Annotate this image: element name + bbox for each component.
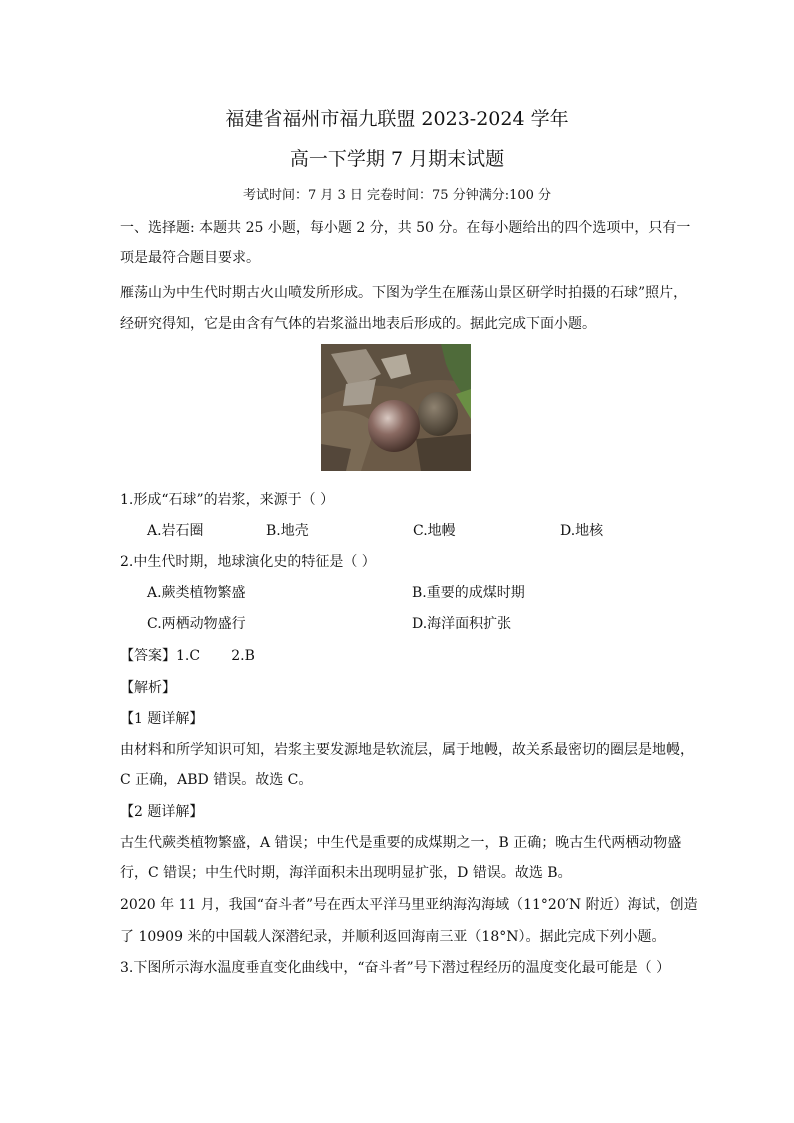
q2-detail-line1: 古生代蕨类植物繁盛，A 错误；中生代是重要的成煤期之一，B 正确；晚古生代两栖动物盛: [120, 835, 682, 851]
section-intro-line2: 项是最符合题目要求。: [120, 250, 260, 266]
q1-option-b: B.地壳: [266, 523, 309, 539]
q1-detail-line1: 由材料和所学知识可知，岩浆主要发源地是软流层，属于地幔，故关系最密切的圈层是地幔，: [120, 742, 694, 758]
q1-option-a: A.岩石圈: [147, 523, 204, 539]
answer-line: 【答案】1.C 2.B: [120, 648, 255, 664]
q1-option-c: C.地幔: [413, 523, 456, 539]
section-intro-line1: 一、选择题: 本题共 25 小题，每小题 2 分，共 50 分。在每小题给出的四个选项中，只有一: [120, 220, 691, 236]
q2-detail-line2: 行，C 错误；中生代时期，海洋面积未出现明显扩张，D 错误。故选 B。: [120, 865, 572, 881]
material1-line1: 雁荡山为中生代时期古火山喷发所形成。下图为学生在雁荡山景区研学时拍摄的石球”照片，: [120, 285, 688, 301]
document-title-line2: 高一下学期 7 月期末试题: [289, 148, 505, 170]
q3-stem: 3.下图所示海水温度垂直变化曲线中，“奋斗者”号下潜过程经历的温度变化最可能是（ ）: [120, 960, 671, 976]
q2-option-a: A.蕨类植物繁盛: [147, 585, 246, 601]
q2-option-d: D.海洋面积扩张: [412, 616, 512, 632]
q2-option-b: B.重要的成煤时期: [412, 585, 525, 601]
material1-line2: 经研究得知，它是由含有气体的岩浆溢出地表后形成的。据此完成下面小题。: [120, 316, 596, 332]
exam-info: 考试时间：7 月 3 日 完卷时间：75 分钟满分:100 分: [242, 188, 552, 203]
material2-line2: 了 10909 米的中国载人深潜纪录，并顺利返回海南三亚（18°N）。据此完成下列小题。: [120, 929, 666, 945]
q1-detail-heading: 【1 题详解】: [120, 711, 204, 727]
q1-detail-line2: C 正确，ABD 错误。故选 C。: [120, 772, 313, 788]
q1-option-d: D.地核: [560, 523, 604, 539]
q1-stem: 1.形成“石球”的岩浆，来源于（ ）: [120, 492, 335, 508]
document-title-line1: 福建省福州市福九联盟 2023-2024 学年: [225, 108, 569, 130]
q2-detail-heading: 【2 题详解】: [120, 804, 204, 820]
stone-ball-photo: [321, 344, 471, 471]
q2-stem: 2.中生代时期，地球演化史的特征是（ ）: [120, 554, 376, 570]
analysis-heading: 【解析】: [120, 680, 176, 696]
material2-line1: 2020 年 11 月，我国“奋斗者”号在西太平洋马里亚纳海沟海域（11°20′N 附近）海试，创造: [120, 897, 698, 913]
q2-option-c: C.两栖动物盛行: [147, 616, 246, 632]
